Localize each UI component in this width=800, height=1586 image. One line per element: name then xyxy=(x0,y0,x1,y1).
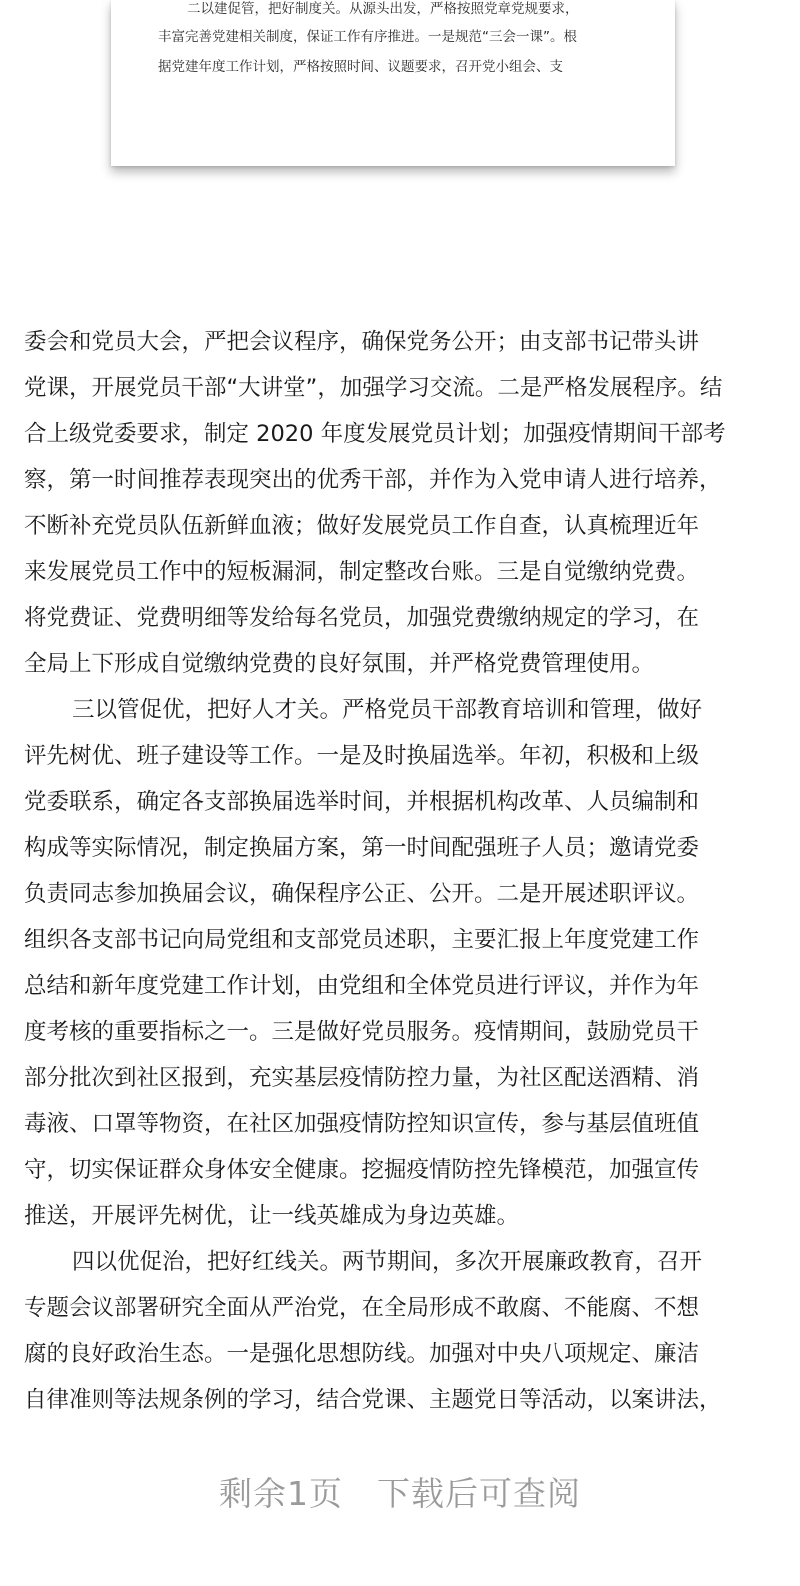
preview-line: 据党建年度工作计划，严格按照时间、议题要求，召开党小组会、支 xyxy=(158,59,563,75)
download-to-view-label[interactable]: 下载后可查阅 xyxy=(377,1474,581,1513)
body-line: 腐的良好政治生态。一是强化思想防线。加强对中央八项规定、廉洁 xyxy=(24,1341,700,1367)
remaining-pages-label[interactable]: 剩余1页 xyxy=(219,1474,343,1513)
body-line: 推送，开展评先树优，让一线英雄成为身边英雄。 xyxy=(24,1203,520,1229)
body-line: 专题会议部署研究全面从严治党，在全局形成不敢腐、不能腐、不想 xyxy=(24,1295,700,1321)
body-line: 委会和党员大会，严把会议程序，确保党务公开；由支部书记带头讲 xyxy=(24,329,700,355)
document-body xyxy=(24,319,784,1423)
download-prompt[interactable] xyxy=(0,1468,800,1515)
document-preview-card xyxy=(111,0,675,166)
preview-line: 丰富完善党建相关制度，保证工作有序推进。一是规范“三会一课”。根 xyxy=(158,29,577,45)
body-line: 不断补充党员队伍新鲜血液；做好发展党员工作自查，认真梳理近年 xyxy=(24,513,700,539)
body-line: 党课，开展党员干部“大讲堂”，加强学习交流。二是严格发展程序。结 xyxy=(24,375,723,401)
preview-line: 二以建促管，把好制度关。从源头出发，严格按照党章党规要求， xyxy=(187,1,579,17)
paragraph-start-line: 三以管促优，把好人才关。严格党员干部教育培训和管理，做好 xyxy=(72,697,703,723)
body-line: 构成等实际情况，制定换届方案，第一时间配强班子人员；邀请党委 xyxy=(24,835,700,861)
body-line: 毒液、口罩等物资，在社区加强疫情防控知识宣传，参与基层值班值 xyxy=(24,1111,700,1137)
body-line: 守，切实保证群众身体安全健康。挖掘疫情防控先锋模范，加强宣传 xyxy=(24,1157,700,1183)
body-line: 自律准则等法规条例的学习，结合党课、主题党日等活动，以案讲法， xyxy=(24,1387,722,1413)
body-line: 党委联系，确定各支部换届选举时间，并根据机构改革、人员编制和 xyxy=(24,789,700,815)
body-line: 评先树优、班子建设等工作。一是及时换届选举。年初，积极和上级 xyxy=(24,743,700,769)
paragraph-start-line: 四以优促治，把好红线关。两节期间，多次开展廉政教育，召开 xyxy=(72,1249,703,1275)
body-line: 度考核的重要指标之一。三是做好党员服务。疫情期间，鼓励党员干 xyxy=(24,1019,700,1045)
body-line: 察，第一时间推荐表现突出的优秀干部，并作为入党申请人进行培养， xyxy=(24,467,722,493)
body-line: 合上级党委要求，制定 2020 年度发展党员计划；加强疫情期间干部考 xyxy=(24,421,726,447)
body-line: 将党费证、党费明细等发给每名党员，加强党费缴纳规定的学习，在 xyxy=(24,605,700,631)
body-line: 组织各支部书记向局党组和支部党员述职，主要汇报上年度党建工作 xyxy=(24,927,700,953)
body-line: 全局上下形成自觉缴纳党费的良好氛围，并严格党费管理使用。 xyxy=(24,651,655,677)
body-line: 负责同志参加换届会议，确保程序公正、公开。二是开展述职评议。 xyxy=(24,881,700,907)
body-line: 部分批次到社区报到，充实基层疫情防控力量，为社区配送酒精、消 xyxy=(24,1065,700,1091)
body-line: 来发展党员工作中的短板漏洞，制定整改台账。三是自觉缴纳党费。 xyxy=(24,559,700,585)
body-line: 总结和新年度党建工作计划，由党组和全体党员进行评议，并作为年 xyxy=(24,973,700,999)
